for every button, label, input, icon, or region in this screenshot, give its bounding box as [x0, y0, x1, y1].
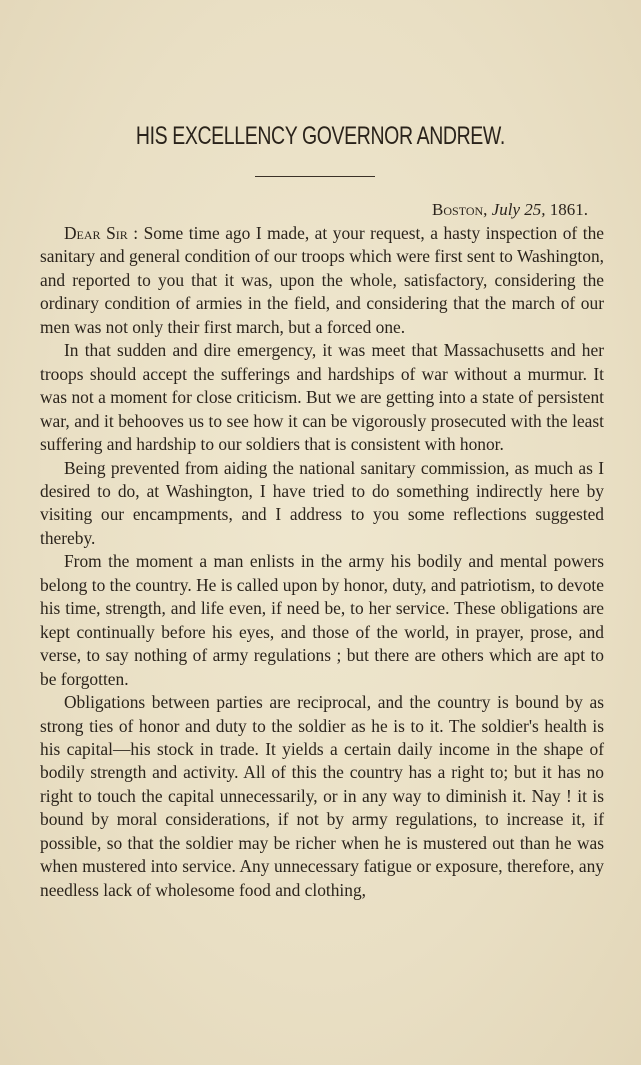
letter-body	[40, 222, 604, 902]
paragraph-5: Obligations between parties are reciprocal, and the country is bound by as strong ties of honor and duty to the soldier as he is to it. The soldier's health is his capital—his stock in trade. It yields a certain daily income in the shape of bodily strength and activity. All of this the country has a right to; but it has no right to touch the capital unnecessarily, or in any way to diminish it. Nay ! it is bound by moral considerations, if not by army regulations, to increase it, if possible, so that the soldier may be richer when he is mustered out than he was when mustered into service. Any unnecessary fatigue or exposure, therefore, any needless lack of wholesome food and clothing,	[40, 692, 604, 900]
paragraph-2: In that sudden and dire emergency, it was meet that Massachusetts and her troops should accept the sufferings and hardships of war without a murmur. It was not a moment for close criticism. But we are getting into a state of persistent war, and it behooves us to see how it can be vigorously prosecuted with the least suffering and hardship to our soldiers that is consistent with honor.	[40, 340, 604, 455]
dateline-month-day: July 25,	[491, 200, 546, 219]
dateline	[432, 200, 588, 220]
page-heading: HIS EXCELLENCY GOVERNOR ANDREW.	[135, 122, 505, 150]
salutation: Dear Sir :	[64, 223, 139, 243]
paragraph-4: From the moment a man enlists in the army his bodily and mental powers belong to the country. He is called upon by honor, duty, and patriotism, to devote his time, strength, and life even, if need be, to her service. These obligations are kept continually before his eyes, and those of the world, in prayer, prose, and verse, to say nothing of army regulations ; but there are others which are apt to be forgotten.	[40, 551, 604, 689]
heading-rule	[255, 176, 375, 177]
paragraph-text: Some time ago I made, at your request, a hasty inspection of the sanitary and general condition of our troops which were first sent to Washington, and reported to you that it was, upon the whole, satisfactory, considering the ordinary condition of armies in the field, and considering that the march of our men was not only their first march, but a forced one.	[40, 223, 604, 337]
paragraph-1	[40, 222, 604, 339]
dateline-place: Boston,	[432, 200, 488, 219]
dateline-year: 1861.	[549, 200, 588, 219]
paragraph-3: Being prevented from aiding the national sanitary commission, as much as I desired to do, at Washington, I have tried to do something indirectly here by visiting our encampments, and I address to you some reflections suggested thereby.	[40, 457, 604, 548]
